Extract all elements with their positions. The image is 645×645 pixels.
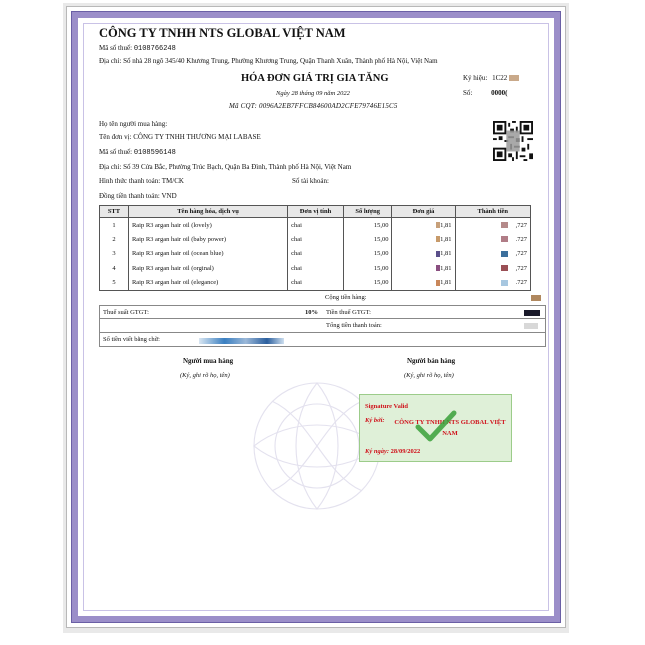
invoice-date: Ngày 28 tháng 09 năm 2022 [276,90,350,97]
header-amount: Thành tiền [455,206,530,218]
header-unit-price: Đơn giá [392,206,455,218]
buyer-tax-label: Mã số thuế: [99,148,133,156]
cell-item-name: Raip R3 argan hair oil (ocean blue) [128,247,287,262]
amount-in-words-label: Số tiền viết bằng chữ: [103,336,160,343]
cell-unit-price [392,232,455,247]
amount-in-words-row [99,333,546,347]
cell-unit-price [392,261,455,276]
cell-stt: 2 [100,232,129,247]
invoice-title: HÓA ĐƠN GIÁ TRỊ GIA TĂNG [241,73,389,84]
digital-signature-box [359,394,512,462]
signed-by-value: CÔNG TY TNHH NTS GLOBAL VIỆT NAM [394,419,506,437]
cell-amount [455,276,530,291]
cell-item-name: Raip R3 argan hair oil (elegance) [128,276,287,291]
account-label: Số tài khoản: [292,177,329,185]
currency-value: VND [161,192,177,200]
cell-item-name: Raip R3 argan hair oil (orginal) [128,261,287,276]
header-item-name: Tên hàng hóa, dịch vụ [128,206,287,218]
cell-item-name: Raip R3 argan hair oil (baby power) [128,232,287,247]
seller-company: CÔNG TY TNHH NTS GLOBAL VIỆT NAM [99,26,346,40]
sign-date-label: Ký ngày: [365,448,390,455]
cell-unit-price-value: 1,81 [440,235,452,243]
header-unit: Đơn vị tính [288,206,344,218]
qr-code [493,121,533,161]
header-stt: STT [100,206,129,218]
cell-unit-price [392,218,455,233]
cell-amount [455,247,530,262]
seller-signature-note: (Ký, ghi rõ họ, tên) [404,372,454,379]
seller-signature-title: Người bán hàng [407,357,456,365]
vat-amount-label: Tiền thuế GTGT: [326,309,371,316]
cell-unit-price-value: 1,81 [440,221,452,229]
vat-rate-value: 10% [305,309,318,316]
cell-item-name: Raip R3 argan hair oil (lovely) [128,218,287,233]
cell-amount [455,232,530,247]
sign-date-value: 28/09/2022 [390,448,421,455]
buyer-unit-label: Tên đơn vị: [99,133,132,141]
cell-unit: chai [288,261,344,276]
buyer-unit: CÔNG TY TNHH THƯƠNG MẠI LABASE [133,133,261,141]
invoice-number-value: 0000( [491,89,508,97]
sign-date-line [365,448,420,455]
signed-by-label: Ký bởi: [365,417,385,424]
table-row [100,218,531,233]
header-quantity: Số lượng [343,206,392,218]
table-row [100,276,531,291]
buyer-name-label: Họ tên người mua hàng: [99,120,168,128]
cell-amount-value: .727 [515,279,527,286]
cell-quantity: 15,00 [343,261,392,276]
vat-amount-redacted [524,310,540,316]
cell-stt: 3 [100,247,129,262]
seller-address-line [99,57,438,65]
seller-tax-code: 0108766248 [133,45,176,53]
cell-quantity: 15,00 [343,276,392,291]
invoice-symbol-label: Ký hiệu: [463,74,488,82]
cell-stt: 5 [100,276,129,291]
invoice-number-label: Số: [463,89,473,97]
buyer-tax-line [99,148,176,157]
payment-label: Hình thức thanh toán: [99,177,161,185]
vat-row [99,305,546,319]
items-table [99,205,531,291]
cell-unit: chai [288,218,344,233]
invoice-symbol-value: 1C22 [492,74,508,82]
cell-amount [455,218,530,233]
table-header-row [100,206,531,218]
cell-amount-value: ,727 [515,221,527,229]
subtotal-value-redacted [531,295,541,301]
cell-unit: chai [288,232,344,247]
payment-value: TM/CK [161,177,184,185]
seller-address-label: Địa chỉ: [99,57,122,65]
cell-unit-price [392,247,455,262]
grand-total-label: Tổng tiền thanh toán: [326,322,382,329]
subtotal-label: Cộng tiền hàng: [325,294,367,301]
cell-stt: 4 [100,261,129,276]
buyer-signature-note: (Ký, ghi rõ họ, tên) [180,372,230,379]
buyer-tax-code: 0108596148 [133,149,176,157]
signature-valid-label: Signature Valid [365,403,409,410]
cell-amount [455,261,530,276]
invoice-symbol [463,74,519,82]
cell-quantity: 15,00 [343,247,392,262]
cell-amount-value: ,727 [515,264,527,272]
cell-amount-value: ,727 [515,250,527,258]
vat-rate-label: Thuế suất GTGT: [103,309,149,316]
seller-tax-label: Mã số thuế: [99,44,133,52]
grand-total-redacted [524,323,538,329]
cell-unit: chai [288,247,344,262]
buyer-unit-line [99,133,261,141]
table-row [100,232,531,247]
cell-unit-price-value: 1,81 [440,279,452,286]
table-row [100,261,531,276]
table-row [100,247,531,262]
currency-line [99,192,177,200]
checkmark-icon [415,409,457,443]
grand-total-row [99,319,546,333]
cell-unit-price [392,276,455,291]
buyer-signature-title: Người mua hàng [183,357,234,365]
amount-in-words-redacted [199,338,284,344]
cell-unit: chai [288,276,344,291]
invoice-number [463,89,507,97]
cell-unit-price-value: 1,81 [440,250,452,258]
buyer-address-line [99,163,351,171]
seller-address: Số nhà 28 ngõ 345/40 Khương Trung, Phường Khương Trung, Quận Thanh Xuân, Thành phố Hà Nội, Việt Nam [123,57,438,65]
cell-amount-value: .727 [515,235,527,243]
signed-by-line [365,417,385,424]
cell-stt: 1 [100,218,129,233]
cell-quantity: 15,00 [343,232,392,247]
seller-tax-line [99,44,176,53]
cell-unit-price-value: 1,81 [440,264,452,272]
cell-quantity: 15,00 [343,218,392,233]
currency-label: Đồng tiền thanh toán: [99,192,160,200]
payment-method-line [99,177,184,185]
invoice-cqt: Mã CQT: 0096A2EB7FFCB84600AD2CFE79746E15C5 [229,102,398,110]
buyer-address-label: Địa chỉ: [99,163,122,171]
buyer-address: Số 39 Cửa Bắc, Phường Trúc Bạch, Quận Ba Đình, Thành phố Hà Nội, Việt Nam [123,163,352,171]
